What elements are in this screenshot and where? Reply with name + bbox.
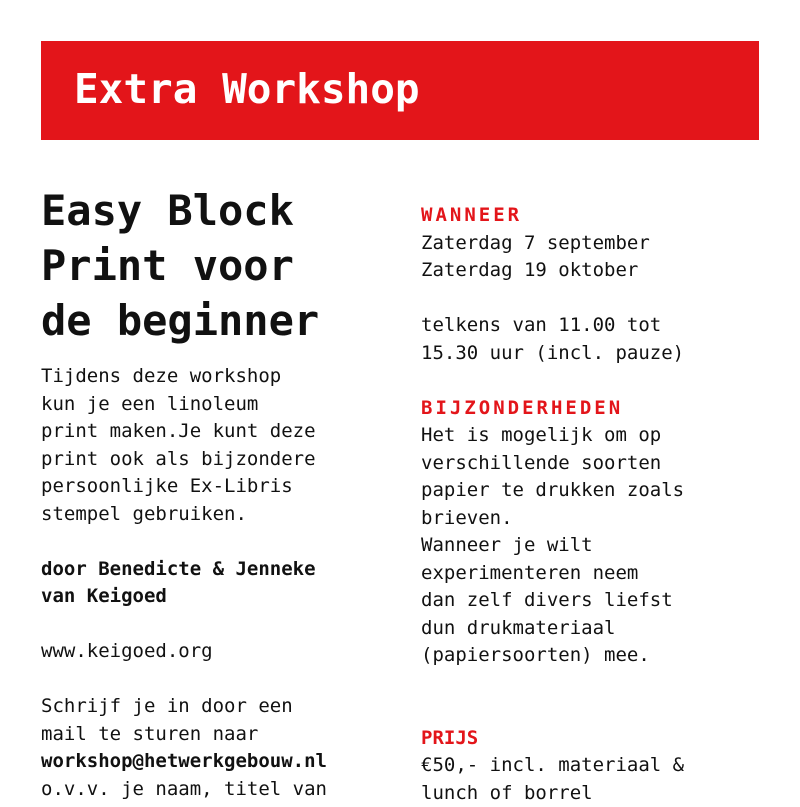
detail-line: papier te drukken zoals bbox=[421, 477, 761, 505]
title-line: Easy Block bbox=[41, 183, 386, 238]
signup-tail: o.v.v. je naam, titel van bbox=[41, 776, 386, 804]
spacer bbox=[41, 528, 386, 556]
description-line: print ook als bijzondere bbox=[41, 446, 386, 474]
title-line: Print voor bbox=[41, 238, 386, 293]
title-line: de beginner bbox=[41, 293, 386, 348]
detail-line: dan zelf divers liefst bbox=[421, 587, 761, 615]
signup-email-link[interactable]: workshop@hetwerkgebouw.nl bbox=[41, 748, 386, 776]
website-link[interactable]: www.keigoed.org bbox=[41, 638, 386, 666]
date-line: Zaterdag 19 oktober bbox=[421, 257, 761, 285]
prijs-heading: PRIJS bbox=[421, 725, 761, 753]
description-line: stempel gebruiken. bbox=[41, 501, 386, 529]
detail-line: experimenteren neem bbox=[421, 560, 761, 588]
spacer bbox=[421, 697, 761, 725]
left-column bbox=[41, 183, 386, 803]
price-line: €50,- incl. materiaal & bbox=[421, 752, 761, 780]
detail-line: (papiersoorten) mee. bbox=[421, 642, 761, 670]
spacer bbox=[41, 611, 386, 639]
wanneer-heading: WANNEER bbox=[421, 202, 761, 230]
time-line: telkens van 11.00 tot bbox=[421, 312, 761, 340]
time-line: 15.30 uur (incl. pauze) bbox=[421, 340, 761, 368]
spacer bbox=[421, 367, 761, 395]
price-line: lunch of borrel bbox=[421, 780, 761, 807]
description-line: kun je een linoleum bbox=[41, 391, 386, 419]
detail-line: dun drukmateriaal bbox=[421, 615, 761, 643]
spacer bbox=[421, 670, 761, 698]
detail-line: verschillende soorten bbox=[421, 450, 761, 478]
description-line: print maken.Je kunt deze bbox=[41, 418, 386, 446]
description-line: Tijdens deze workshop bbox=[41, 363, 386, 391]
detail-line: Het is mogelijk om op bbox=[421, 422, 761, 450]
date-line: Zaterdag 7 september bbox=[421, 230, 761, 258]
detail-line: Wanneer je wilt bbox=[421, 532, 761, 560]
wanneer-section bbox=[421, 230, 761, 395]
organizer-line: van Keigoed bbox=[41, 583, 386, 611]
signup-line: Schrijf je in door een bbox=[41, 693, 386, 721]
banner-title: Extra Workshop bbox=[74, 63, 420, 115]
prijs-section bbox=[421, 752, 761, 807]
header-banner bbox=[41, 41, 759, 140]
description-line: persoonlijke Ex-Libris bbox=[41, 473, 386, 501]
right-column bbox=[421, 202, 761, 807]
spacer bbox=[421, 285, 761, 313]
detail-line: brieven. bbox=[421, 505, 761, 533]
organizer-line: door Benedicte & Jenneke bbox=[41, 556, 386, 584]
bijzonderheden-heading: BIJZONDERHEDEN bbox=[421, 395, 761, 423]
description bbox=[41, 363, 386, 803]
bijzonderheden-section bbox=[421, 422, 761, 725]
spacer bbox=[41, 666, 386, 694]
workshop-title bbox=[41, 183, 386, 348]
signup-line: mail te sturen naar bbox=[41, 721, 386, 749]
